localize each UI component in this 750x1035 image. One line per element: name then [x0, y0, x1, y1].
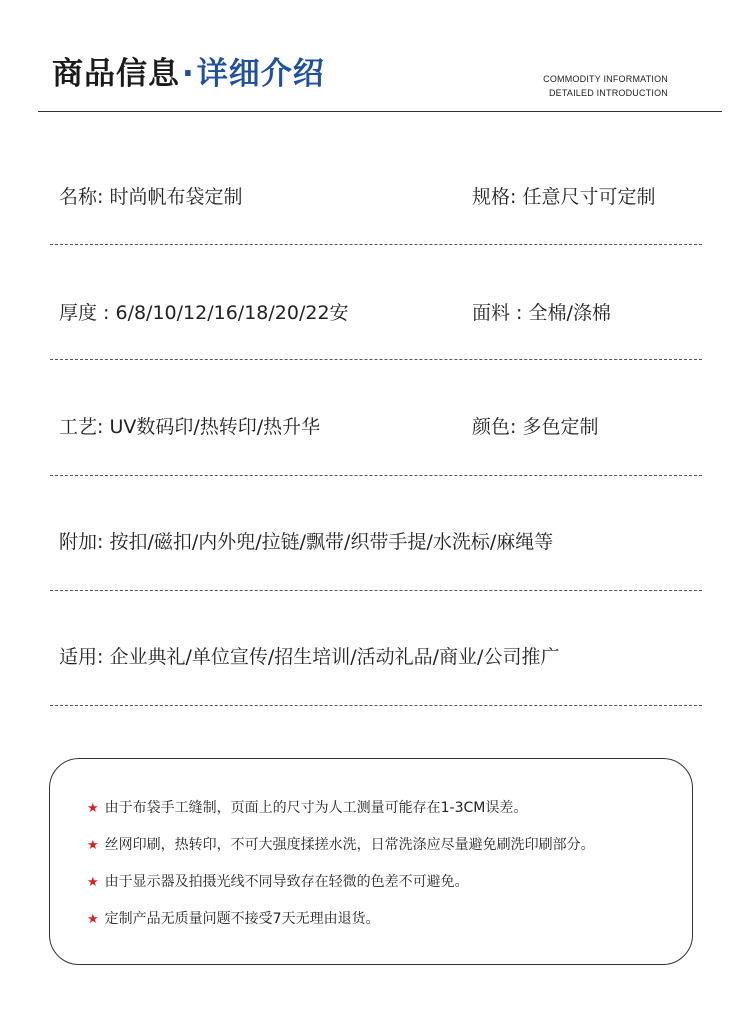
- note-item: [87, 909, 380, 930]
- star-icon: ★: [87, 875, 99, 890]
- note-item: [87, 872, 469, 893]
- title-accent-text: 详细介绍: [196, 56, 325, 92]
- note-text: 定制产品无质量问题不接受7天无理由退货。: [104, 911, 380, 927]
- row-separator: [50, 244, 702, 245]
- page-header: [0, 0, 750, 112]
- row-separator: [50, 705, 702, 706]
- field-extras: 附加: 按扣/磁扣/内外兜/拉链/飘带/织带手提/水洗标/麻绳等: [59, 531, 554, 553]
- info-row-thickness-fabric: [50, 298, 702, 328]
- star-icon: ★: [87, 912, 99, 927]
- info-row-extras: [50, 527, 702, 557]
- page-title: [52, 52, 325, 96]
- field-thickness: 厚度 : 6/8/10/12/16/18/20/22安: [59, 302, 349, 324]
- note-text: 由于布袋手工缝制，页面上的尺寸为人工测量可能存在1-3CM误差。: [104, 800, 528, 816]
- info-row-usage: [50, 642, 702, 672]
- english-subtitle-line2: DETAILED INTRODUCTION: [548, 88, 668, 98]
- notes-box: [49, 758, 693, 965]
- english-subtitle-line1: COMMODITY INFORMATION: [543, 74, 668, 84]
- note-item: [87, 798, 527, 819]
- info-row-craft-color: [50, 412, 702, 442]
- star-icon: ★: [87, 801, 99, 816]
- field-fabric: 面料 : 全棉/涤棉: [472, 302, 611, 324]
- field-name: 名称: 时尚帆布袋定制: [59, 186, 243, 208]
- row-separator: [50, 475, 702, 476]
- header-divider: [38, 111, 722, 112]
- note-item: [87, 835, 595, 856]
- title-dot: ·: [182, 56, 195, 92]
- note-text: 丝网印刷，热转印，不可大强度揉搓水洗，日常洗涤应尽量避免刷洗印刷部分。: [104, 837, 595, 853]
- field-spec: 规格: 任意尺寸可定制: [472, 186, 656, 208]
- star-icon: ★: [87, 838, 99, 853]
- english-subtitle: [543, 72, 668, 100]
- note-text: 由于显示器及拍摄光线不同导致存在轻微的色差不可避免。: [104, 874, 469, 890]
- field-craft: 工艺: UV数码印/热转印/热升华: [59, 416, 321, 438]
- title-main-text: 商品信息: [52, 56, 180, 92]
- row-separator: [50, 359, 702, 360]
- row-separator: [50, 590, 702, 591]
- field-color: 颜色: 多色定制: [472, 416, 599, 438]
- info-row-name-spec: [50, 182, 702, 212]
- field-usage: 适用: 企业典礼/单位宣传/招生培训/活动礼品/商业/公司推广: [59, 646, 560, 668]
